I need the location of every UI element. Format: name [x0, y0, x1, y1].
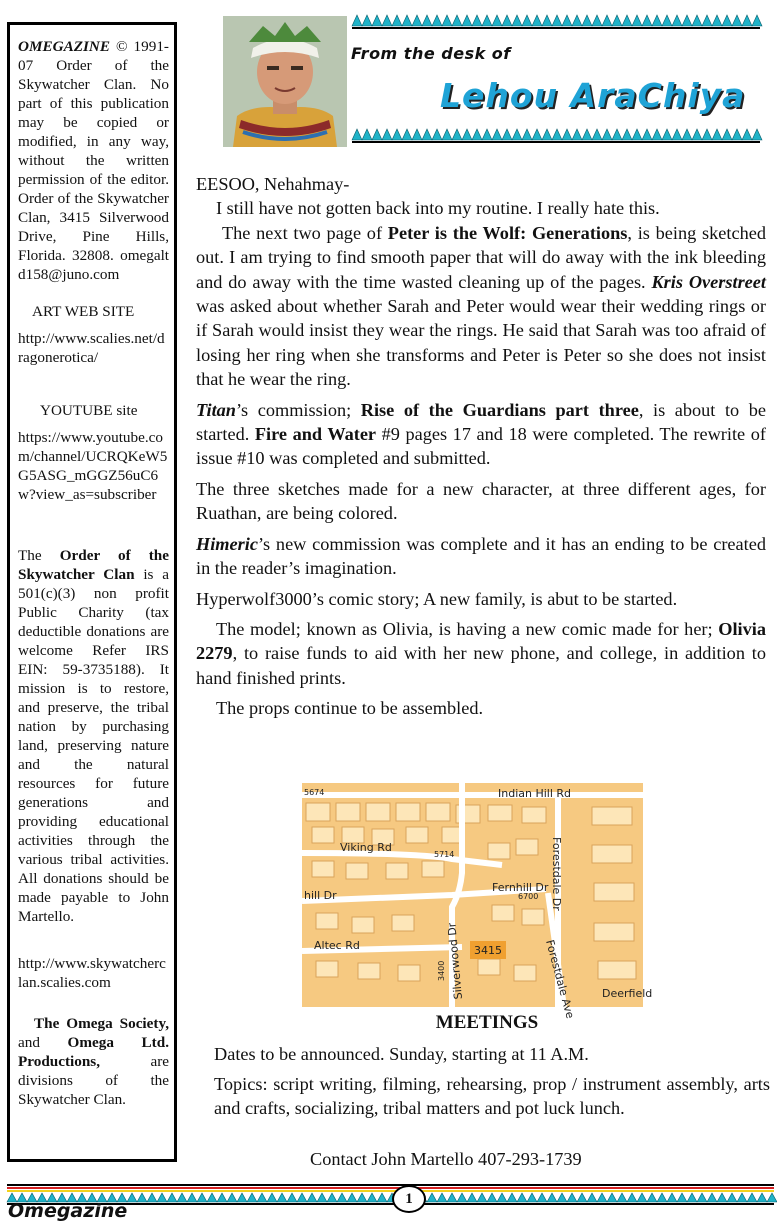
zigzag-ornament [352, 14, 760, 30]
skywatcher-url-link[interactable]: http://www.skywatcherclan.scalies.com [18, 955, 166, 991]
street-label: hill Dr [304, 889, 337, 902]
text: ’s commission; [235, 399, 361, 420]
address-text: Order of the Skywatcher Clan, 3415 Silverwood Drive, Pine Hills, Florida. 32808. [18, 190, 169, 264]
omega-ltd: Omega Ltd. Productions, [18, 1034, 169, 1070]
comic-title: Rise of the Guardians part three [360, 399, 639, 420]
location-map [302, 783, 653, 1020]
house-number: 3400 [437, 960, 446, 981]
person-name: Titan [196, 399, 236, 420]
street-label: Fernhill Dr [492, 881, 549, 894]
art-url-link[interactable]: http://www.scalies.net/dragonerotica/ [18, 330, 165, 366]
meetings-heading: MEETINGS [435, 1012, 539, 1033]
greeting: EESOO, Nehahmay- [196, 174, 350, 194]
youtube-heading: YOUTUBE site [40, 402, 138, 419]
paragraph [196, 221, 766, 392]
zigzag-ornament [352, 128, 760, 144]
paragraph [196, 532, 766, 581]
art-heading: ART WEB SITE [32, 303, 135, 320]
desk-label: From the desk of [351, 44, 511, 63]
paragraph [196, 617, 766, 690]
comic-title: Fire and Water [254, 424, 377, 445]
page-number: 1 [392, 1185, 426, 1213]
paragraph: Hyperwolf3000’s comic story; A new family, is abut to be started. [196, 588, 678, 609]
omega-and: and [18, 1034, 68, 1051]
text: ’s new commission was complete and it has an ending to be created in the reader’s imagination. [196, 533, 766, 579]
street-label: Viking Rd [340, 841, 392, 854]
clan-name: Order of the Skywatcher Clan [18, 547, 169, 583]
text: , is about to be started. [196, 399, 767, 445]
person-name: Himeric [196, 533, 258, 554]
about-text-1: The [18, 547, 60, 564]
contact-info: Contact John Martello 407-293-1739 [310, 1149, 582, 1169]
paragraph: I still have not gotten back into my routine. I really hate this. [216, 198, 660, 219]
map-graphic [302, 783, 653, 1020]
author-photo [223, 16, 347, 147]
house-number: 6700 [518, 892, 539, 901]
text: , to raise funds to aid with her new phone, and college, in addition to hand finished prints. [196, 643, 766, 688]
street-label: Forestdale Ave [543, 938, 577, 1020]
copyright-text: © 1991-07 Order of the Skywatcher Clan. No part of this publication may be copied or modified, in any way, without the written permission of the editor. [18, 38, 169, 188]
text: #9 pages 17 and 18 were completed. The rewrite of issue #10 was completed and submitted. [196, 424, 766, 469]
street-label: Altec Rd [314, 939, 360, 952]
sidebar-box [7, 22, 177, 1162]
street-label: Deerfield [602, 987, 653, 1000]
text: The model; known as Olivia, is having a new comic made for her; [216, 618, 719, 639]
author-name: Lehou AraChiya [440, 76, 746, 115]
street-label: Forestdale Dr [550, 837, 563, 911]
omega-divisions [18, 1014, 169, 1109]
person-name: Kris Overstreet [651, 271, 766, 292]
meeting-dates: Dates to be announced. Sunday, starting at 11 A.M. [214, 1044, 589, 1064]
paragraph: The props continue to be assembled. [216, 698, 484, 719]
house-number: 5674 [304, 788, 325, 797]
paragraph [196, 398, 766, 471]
comic-title: Peter is the Wolf: Generations [387, 222, 628, 243]
comic-title: Olivia 2279 [196, 618, 766, 664]
street-label: Silverwood Dr [445, 922, 465, 1000]
street-label: Indian Hill Rd [498, 787, 572, 800]
about-text-2: is a 501(c)(3) non profit Public Charity (tax deductible donations are welcome Refer IRS EIN: 59-3735188). It mission is to restore, and preserve, the tribal nation by purchasing land, preserving nature and the natural resources for future generations and providing educational activities through the various tribal activities. All donations should be made payable to John Martello. [18, 566, 169, 925]
omega-society: The Omega Society, [34, 1015, 169, 1032]
footer-title: Omegazine [8, 1200, 128, 1222]
meeting-topics: Topics: script writing, filming, rehearsing, prop / instrument assembly, arts and crafts, socializing, tribal matters and pot luck lunch. [214, 1074, 770, 1119]
text: was asked about whether Sarah and Peter would wear their wedding rings or if Sarah would insist they wear the rings. He said that Sarah was too afraid of losing her ring when she transforms and Peter is Peter so she does not insist that he wear the ring. [196, 296, 766, 390]
youtube-url-link[interactable]: https://www.youtube.com/channel/UCRQKeW5G5ASG_mGGZ56uC6w?view_as=subscriber [18, 429, 168, 503]
copyright-notice [18, 37, 169, 284]
zine-title: OMEGAZINE [18, 38, 110, 55]
paragraph: The three sketches made for a new character, at three different ages, for Ruathan, are being colored. [196, 478, 766, 524]
text: The next two page of [222, 222, 388, 243]
email-link[interactable]: omegaltd158@juno.com [18, 247, 170, 283]
letter-body [196, 172, 766, 721]
text: , is being sketched out. I am trying to find smooth paper that will do away with the ink bleeding and do away with the time wasted cleaning up of the pages. [196, 222, 766, 292]
header-band-bottom [352, 128, 760, 144]
header-band-top [352, 14, 760, 30]
about-clan [18, 546, 169, 926]
house-marker-label: 3415 [474, 944, 502, 957]
omega-rest: are divisions of the Skywatcher Clan. [18, 1053, 169, 1108]
house-number: 5714 [434, 850, 455, 859]
